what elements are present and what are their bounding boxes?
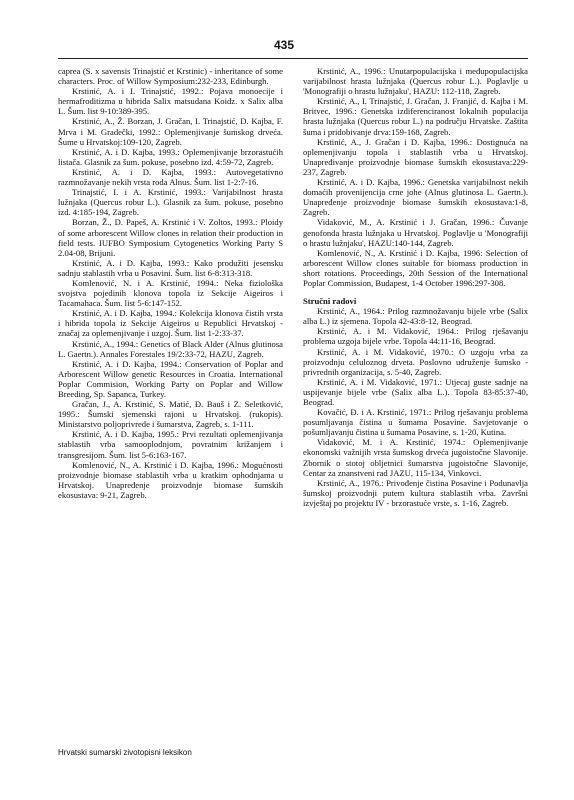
bibliography-entry: Krstinić, A. i D. Kajba, 1994.: Kolekcija klonova čistih vrsta i hibrida topola iz Sekcije Aigeiros u Republici Hrvatskoj - značaj za oplemenjivanje i uzgoj. Šum. list 1-2:33-37.: [58, 308, 283, 339]
bibliography-entry: Krstinić, A. i M. Vidaković, 1964.: Prilog rješavanju problema uzgoja bijele vrbe. Topola 44:11-16, Beograd.: [303, 326, 528, 347]
page-number: 435: [273, 38, 294, 52]
bibliography-entry: Gračan, J., A. Krstinić, S. Matić, Đ. Bauš i Z. Seletković, 1995.: Šumski sjemenski rajoni u Hrvatskoj. (rukopis). Ministarstvo poljoprivrede i šumarstva, Zagreb, s. 1-111.: [58, 399, 283, 430]
bibliography-entry: Borzan, Ž., D. Papeš, A. Krstinić i V. Zoltos, 1993.: Ploidy of some arborescent Willow clones in relation their production in field tests. IUFBO Symposium Cytogenetics Working Party S 2.04-08, Brijuni.: [58, 217, 283, 258]
bibliography-entry: Krstinić, A., 1996.: Unutarpopulacijska i međupopulacijska varijabilnost hrasta lužnjaka (Quercus robur L.). Poglavlje u 'Monografiji o hrastu lužnjaku', HAZU: 112-118, Zagreb.: [303, 66, 528, 97]
bibliography-entry: Krstinić, A., 1976.: Privođenje čistina Posavine i Podunavlja šumskoj proizvodnji putem kultura stablastih vrba. Završni izvještaj po projektu IV - brzorastuće vrste, s. 1-16, Zagreb.: [303, 477, 528, 508]
bibliography-entry: Krstinić, A. i D. Kajba, 1994.: Conservation of Poplar and Arborescent Willow genetic Resources in Croatia. International Poplar Commision, Working Party on Poplar and Willow Breeding, Sp. Sapanca, Turkey.: [58, 358, 283, 399]
bibliography-entry: Vidaković, M., A. Krstinić i J. Gračan, 1996.: Čuvanje genofonda hrasta lužnjaka u Hrvatskoj. Poglavlje u 'Monografiji o hrastu lužnjaku', HAZU:140-144, Zagreb.: [303, 217, 528, 248]
bibliography-entry: Krstinić, A., J. Gračan i D. Kajba, 1996.: Dostignuća na oplemenjivanju topola i stablastih vrba u Hrvatskoj. Unapređivanje proizvodnje biomase šumskih ekosustava:229-237, Zagreb.: [303, 136, 528, 177]
bibliography-entry: Krstinić, A., Ž. Borzan, J. Gračan, I. Trinajstić, D. Kajba, F. Mrva i M. Gradečki, 1992.: Oplemenjivanje šumskog drveća. Šume u Hrvatskoj:109-120, Zagreb.: [58, 116, 283, 147]
bibliography-entry: Krstinić, A. i M. Vidaković, 1971.: Utjecaj guste sadnje na uspijevanje bijele vrbe (Salix alba L.). Topola 83-85:37-40, Beograd.: [303, 376, 528, 407]
bibliography-entry: Krstinić, A. i D. Kajba, 1993.: Kako produžiti jesensku sadnju stablastih vrba u Posavini. Šum. list 6-8:313-318.: [58, 257, 283, 278]
footer-title: Hrvatski sumarski zivotopisni leksikon: [58, 748, 192, 757]
bibliography-entry: Krstinić, A., 1964.: Prilog razmnožavanju bijele vrbe (Salix alba L.) iz sjemena. Topola 42-43:8-12, Beograd.: [303, 306, 528, 327]
bibliography-entry: caprea (S. x savensis Trinajstić et Krstinic) - inheritance of some characters. Proc. of Willow Symposium:232-233, Edinburgh.: [58, 66, 283, 87]
bibliography-entry: Trinajstić, I. i A. Krstinić, 1993.: Varijabilnost hrasta lužnjaka (Quercus robur L.). Glasnik za šum. pokuse, posebno izd. 4:185-194, Zagreb.: [58, 187, 283, 218]
header-rule: [58, 58, 528, 59]
bibliography-entry: Komlenović, N., A. Krstinić i D. Kajba, 1996.: Mogućnosti proizvodnje biomase stablastih vrba u kratkim ophodnjama u Hrvatskoj. Unapređenje proizvodnje biomase šumskih ekosustava: 9-21, Zagreb.: [58, 459, 283, 500]
bibliography-entry: Krstinić, A. i D. Kajba, 1993.: Autovegetativno razmnožavanje nekih vrsta roda Alnus. Šum. list 1-2:7-16.: [58, 166, 283, 188]
section-heading: Stručni radovi: [303, 296, 357, 307]
left-column: [58, 66, 283, 500]
bibliography-entry: Krstinić, A., I. Trinajstić, J. Gračan, J. Franjić, d. Kajba i M. Britvec, 1996.: Genetska izdiferenciranost lokalnih populacija hrasta lužnjaka (Quercus robur L.) na području Hrvatske. Zaštita šuma i pridobivanje drva:159-168, Zagreb.: [303, 96, 528, 137]
bibliography-entry: Krstinić, A. i M. Vidaković, 1970.: O uzgoju vrba za proizvodnju celuloznog drveta. Poslovno udruženje šumsko - privrednih organizacija, s. 5-40, Zagreb.: [303, 346, 528, 377]
bibliography-entry: Krstinić, A. i D. Kajba, 1996.: Genetska varijabilnost nekih domaćih provenijencija crne johe (Alnus glutinosa L. Gaertn.). Unapređenje proizvodnje biomase šumskih ekosustava:1-8, Zagreb.: [303, 177, 528, 218]
right-column: [303, 66, 528, 508]
bibliography-entry: Krstinić, A. i I. Trinajstić, 1992.: Pojava monoecije i hermafroditizma u hibrida Salix matsudana Koidz. x Salix alba L. Šum. list 9-10:389-395.: [58, 86, 283, 117]
bibliography-entry: Komlenović, N., A. Krstinić i D. Kajba, 1996: Selection of arborescent Willow clones suitable for biomass production in short rotations. Proceedings, 20th Session of the International Poplar Commission, Budapest, 1-4 October 1996:297-308.: [303, 247, 528, 288]
bibliography-entry: Krstinić, A., 1994.: Genetics of Black Alder (Alnus glutinosa L. Gaertn.). Annales Forestales 19/2:33-72, HAZU, Zagreb.: [58, 338, 283, 359]
bibliography-entry: Krstinić, A. i D. Kajba, 1993.: Oplemenjivanje brzorastućih listača. Glasnik za šum. pokuse, posebno izd. 4:59-72, Zagreb.: [58, 146, 283, 167]
bibliography-entry: Vidaković, M. i A. Krstinić, 1974.: Oplemenjivanje ekonomski važnijih vrsta šumskog drveća jugoistočne Slavonije. Zbornik o stotoj obljetnici šumarstva jugoistočne Slavonije, Centar za znanstveni rad JAZU, 115-134, Vinkovci.: [303, 437, 528, 478]
bibliography-entry: Komlenović, N. i A. Krstinić, 1994.: Neka fiziološka svojstva pojedinih klonova topola iz Sekcije Aigeiros i Tacamahaca. Šum. list 5-6:147-152.: [58, 277, 283, 309]
bibliography-entry: Kovačić, Đ. i A. Krstinić, 1971.: Prilog rješavanju problema posumljavanja čistina u šumama Posavine. Savjetovanje o pošumljavanju čistina u šumama Posavine, s. 1-20, Kutina.: [303, 407, 528, 438]
bibliography-entry: Krstinić, A. i D. Kajba, 1995.: Prvi rezultati oplemenjivanja stablastih vrba samooplodnjom, povratnim križanjem i transgresijom. Šum. list 5-6:163-167.: [58, 429, 283, 460]
